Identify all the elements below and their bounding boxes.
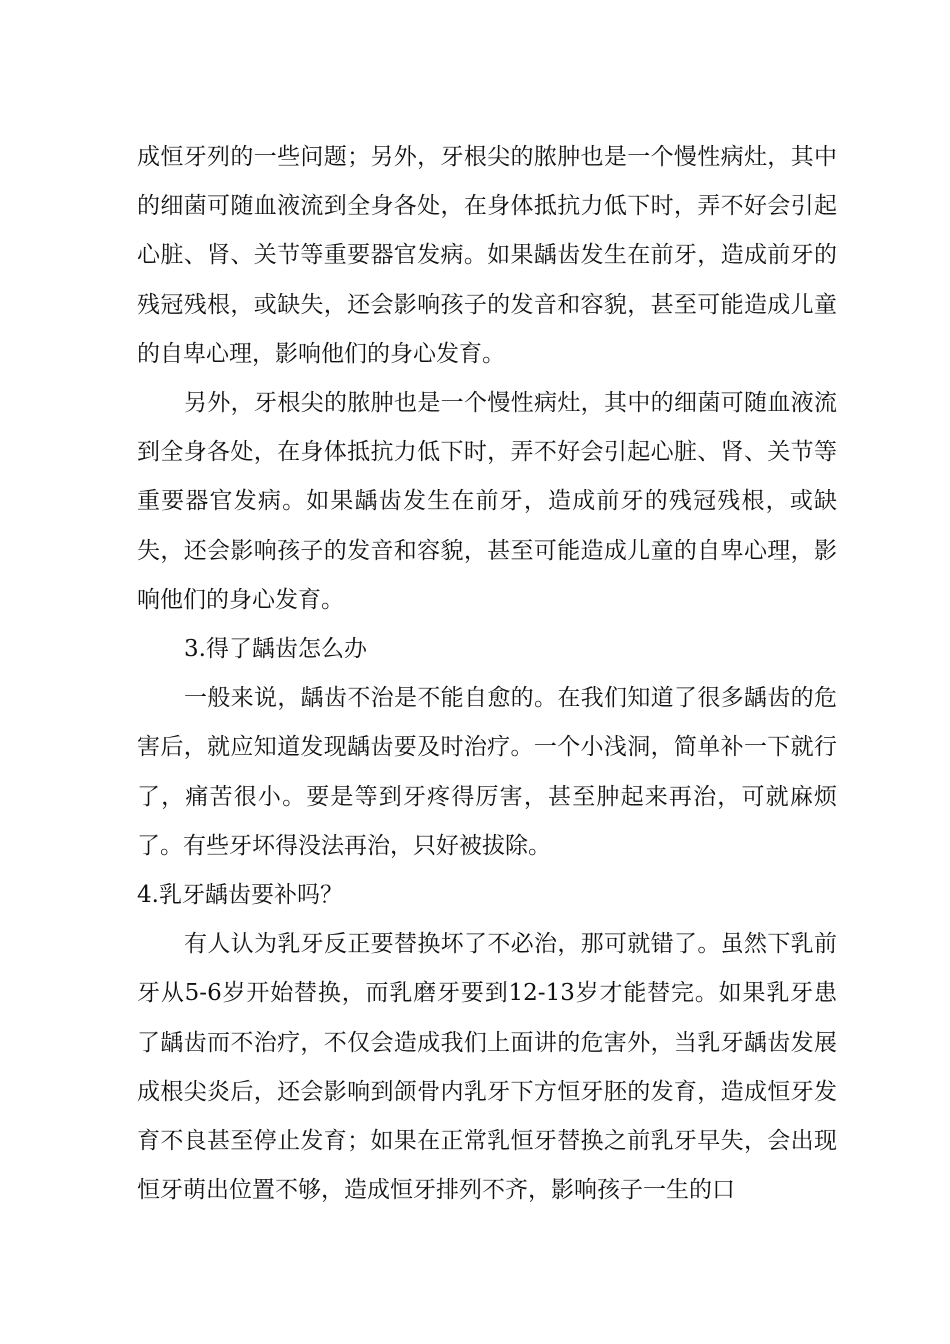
document-body: [137, 133, 837, 1215]
paragraph-continuation: 成恒牙列的一些问题；另外，牙根尖的脓肿也是一个慢性病灶，其中的细菌可随血液流到全身各处，在身体抵抗力低下时，弄不好会引起心脏、肾、关节等重要器官发病。如果龋齿发生在前牙，造成前牙的残冠残根，或缺失，还会影响孩子的发音和容貌，甚至可能造成儿童的自卑心理，影响他们的身心发育。: [137, 144, 837, 367]
paragraph-baby-teeth: 有人认为乳牙反正要替换坏了不必治，那可就错了。虽然下乳前牙从5-6岁开始替换，而乳磨牙要到12-13岁才能替完。如果乳牙患了龋齿而不治疗，不仅会造成我们上面讲的危害外，当乳牙龋齿发展成根尖炎后，还会影响到颌骨内乳牙下方恒牙胚的发育，造成恒牙发育不良甚至停止发育；如果在正常乳恒牙替换之前乳牙早失，会出现恒牙萌出位置不够，造成恒牙排列不齐，影响孩子一生的口: [137, 931, 837, 1204]
paragraph-abscess: 另外，牙根尖的脓肿也是一个慢性病灶，其中的细菌可随血液流到全身各处，在身体抵抗力低下时，弄不好会引起心脏、肾、关节等重要器官发病。如果龋齿发生在前牙，造成前牙的残冠残根，或缺失，还会影响孩子的发音和容貌，甚至可能造成儿童的自卑心理，影响他们的身心发育。: [137, 390, 837, 613]
paragraph-treatment: 一般来说，龋齿不治是不能自愈的。在我们知道了很多龋齿的危害后，就应知道发现龋齿要及时治疗。一个小浅洞，简单补一下就行了，痛苦很小。要是等到牙疼得厉害，甚至肿起来再治，可就麻烦了。有些牙坏得没法再治，只好被拔除。: [137, 685, 837, 859]
section-heading-3: 3.得了龋齿怎么办: [184, 636, 367, 663]
section-heading-4: 4.乳牙龋齿要补吗？: [137, 882, 343, 909]
